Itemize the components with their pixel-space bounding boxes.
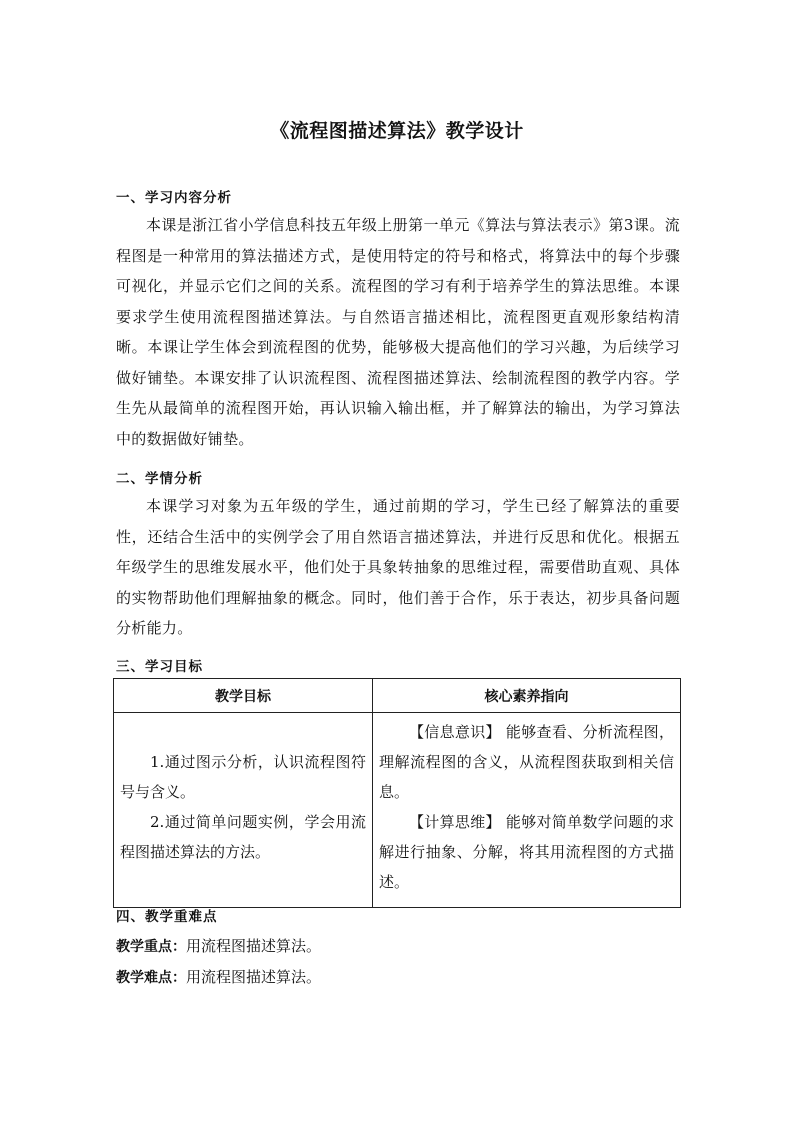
table-header-row — [114, 679, 681, 713]
key-point-text: 用流程图描述算法。 — [186, 937, 322, 955]
teaching-goal-item: 2.通过简单问题实例，学会用流程图描述算法的方法。 — [120, 813, 366, 861]
section-heading-learning-goals: 三、学习目标 — [116, 659, 203, 675]
teaching-goal-item: 1.通过图示分析，认识流程图符号与含义。 — [120, 753, 366, 801]
learner-analysis-paragraph: 本课学习对象为五年级的学生，通过前期的学习，学生已经了解算法的重要性，还结合生活中的实例学会了用自然语言描述算法，并进行反思和优化。根据五年级学生的思维发展水平，他们处于具象转抽象的思维过程，需要借助直观、具体的实物帮助他们理解抽象的概念。同时，他们善于合作，乐于表达，初步具备问题分析能力。 — [116, 497, 680, 637]
document-title: 《流程图描述算法》教学设计 — [270, 120, 524, 142]
teaching-goals-cell — [114, 713, 373, 908]
section-heading-learner-analysis: 二、学情分析 — [116, 471, 203, 487]
table-header-teaching-goals: 教学目标 — [114, 679, 373, 713]
literacy-item-computational-thinking: 【计算思维】 能够对简单数学问题的求解进行抽象、分解，将其用流程图的方式描述。 — [379, 813, 674, 891]
learning-goals-table — [113, 678, 681, 908]
key-point-label: 教学重点： — [116, 939, 186, 955]
difficulty-text: 用流程图描述算法。 — [186, 968, 322, 986]
content-analysis-paragraph: 本课是浙江省小学信息科技五年级上册第一单元《算法与算法表示》第3课。流程图是一种常用的算法描述方式，是使用特定的符号和格式，将算法中的每个步骤可视化，并显示它们之间的关系。流程图的学习有利于培养学生的算法思维。本课要求学生使用流程图描述算法。与自然语言描述相比，流程图更直观形象结构清晰。本课让学生体会到流程图的优势，能够极大提高他们的学习兴趣，为后续学习做好铺垫。本课安排了认识流程图、流程图描述算法、绘制流程图的教学内容。学生先从最简单的流程图开始，再认识输入输出框，并了解算法的输出，为学习算法中的数据做好铺垫。 — [116, 216, 680, 448]
table-row — [114, 713, 681, 908]
section-heading-key-difficult-points: 四、教学重难点 — [116, 909, 218, 925]
table-header-core-literacy: 核心素养指向 — [373, 679, 681, 713]
section-heading-content-analysis: 一、学习内容分析 — [116, 190, 232, 206]
core-literacy-cell — [373, 713, 681, 908]
difficulty-label: 教学难点： — [116, 970, 186, 986]
difficulty-line — [116, 966, 321, 987]
literacy-item-information-awareness: 【信息意识】 能够查看、分析流程图，理解流程图的含义，从流程图获取到相关信息。 — [379, 723, 674, 801]
key-point-line — [116, 935, 321, 956]
